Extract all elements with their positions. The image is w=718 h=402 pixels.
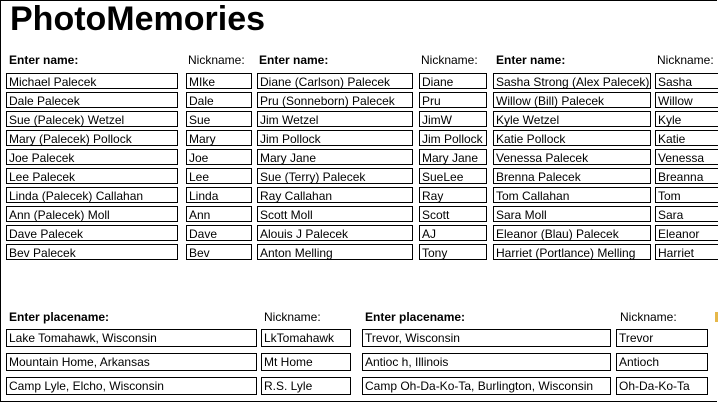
- nickname-input[interactable]: Eleanor: [655, 225, 718, 241]
- place-nickname-column-header: Nickname:: [264, 310, 321, 324]
- nickname-input[interactable]: Ray: [419, 187, 487, 203]
- place-nickname-input[interactable]: LkTomahawk: [261, 329, 351, 347]
- name-input[interactable]: Brenna Palecek: [493, 168, 651, 184]
- placename-column-header: Enter placename:: [365, 310, 466, 324]
- nickname-input[interactable]: SueLee: [419, 168, 487, 184]
- name-input[interactable]: Jim Pollock: [257, 130, 413, 146]
- placename-input[interactable]: Camp Lyle, Elcho, Wisconsin: [6, 377, 257, 395]
- name-input[interactable]: Linda (Palecek) Callahan: [6, 187, 178, 203]
- nickname-input[interactable]: Dave: [186, 225, 252, 241]
- name-input[interactable]: Venessa Palecek: [493, 149, 651, 165]
- name-input[interactable]: Katie Pollock: [493, 130, 651, 146]
- nickname-column-header: Nickname:: [188, 53, 245, 67]
- place-nickname-input[interactable]: R.S. Lyle: [261, 377, 351, 395]
- nickname-input[interactable]: Tom: [655, 187, 718, 203]
- name-input[interactable]: Willow (Bill) Palecek: [493, 92, 651, 108]
- nickname-input[interactable]: Mary Jane: [419, 149, 487, 165]
- name-input[interactable]: Ray Callahan: [257, 187, 413, 203]
- place-nickname-column-header: Nickname:: [620, 310, 677, 324]
- name-input[interactable]: Joe Palecek: [6, 149, 178, 165]
- placename-input[interactable]: Lake Tomahawk, Wisconsin: [6, 329, 257, 347]
- name-input[interactable]: Pru (Sonneborn) Palecek: [257, 92, 413, 108]
- place-nickname-input[interactable]: Trevor: [616, 329, 708, 347]
- name-input[interactable]: Anton Melling: [257, 244, 413, 260]
- name-input[interactable]: Sue (Palecek) Wetzel: [6, 111, 178, 127]
- nickname-input[interactable]: Willow: [655, 92, 718, 108]
- placename-input[interactable]: Camp Oh-Da-Ko-Ta, Burlington, Wisconsin: [362, 377, 611, 395]
- name-input[interactable]: Mary Jane: [257, 149, 413, 165]
- name-column-header: Enter name:: [9, 53, 79, 67]
- placename-input[interactable]: Mountain Home, Arkansas: [6, 353, 257, 371]
- placename-column-header: Enter placename:: [9, 310, 110, 324]
- nickname-input[interactable]: Scott: [419, 206, 487, 222]
- nickname-input[interactable]: Breanna: [655, 168, 718, 184]
- nickname-column-header: Nickname:: [421, 53, 478, 67]
- nickname-input[interactable]: Sara: [655, 206, 718, 222]
- name-input[interactable]: Eleanor (Blau) Palecek: [493, 225, 651, 241]
- place-nickname-input[interactable]: Mt Home: [261, 353, 351, 371]
- name-input[interactable]: Jim Wetzel: [257, 111, 413, 127]
- name-input[interactable]: Sue (Terry) Palecek: [257, 168, 413, 184]
- name-input[interactable]: Dale Palecek: [6, 92, 178, 108]
- nickname-input[interactable]: Linda: [186, 187, 252, 203]
- name-input[interactable]: Mary (Palecek) Pollock: [6, 130, 178, 146]
- nickname-input[interactable]: Joe: [186, 149, 252, 165]
- name-input[interactable]: Michael Palecek: [6, 73, 178, 89]
- nickname-input[interactable]: Harriet: [655, 244, 718, 260]
- nickname-input[interactable]: Kyle: [655, 111, 718, 127]
- placename-input[interactable]: Antioc h, Illinois: [362, 353, 611, 371]
- nickname-input[interactable]: Lee: [186, 168, 252, 184]
- name-input[interactable]: Harriet (Portlance) Melling: [493, 244, 651, 260]
- placename-input[interactable]: Trevor, Wisconsin: [362, 329, 611, 347]
- name-input[interactable]: Sasha Strong (Alex Palecek): [493, 73, 651, 89]
- name-input[interactable]: Bev Palecek: [6, 244, 178, 260]
- name-input[interactable]: Alouis J Palecek: [257, 225, 413, 241]
- place-nickname-input[interactable]: Antioch: [616, 353, 708, 371]
- nickname-column-header: Nickname:: [657, 53, 714, 67]
- place-nickname-input[interactable]: Oh-Da-Ko-Ta: [616, 377, 708, 395]
- name-input[interactable]: Diane (Carlson) Palecek: [257, 73, 413, 89]
- nickname-input[interactable]: Tony: [419, 244, 487, 260]
- name-column-header: Enter name:: [259, 53, 329, 67]
- name-input[interactable]: Sara Moll: [493, 206, 651, 222]
- nickname-input[interactable]: Sue: [186, 111, 252, 127]
- nickname-input[interactable]: JimW: [419, 111, 487, 127]
- nickname-input[interactable]: MIke: [186, 73, 252, 89]
- nickname-input[interactable]: Ann: [186, 206, 252, 222]
- name-input[interactable]: Kyle Wetzel: [493, 111, 651, 127]
- nickname-input[interactable]: Mary: [186, 130, 252, 146]
- nickname-input[interactable]: Sasha: [655, 73, 718, 89]
- nickname-input[interactable]: Venessa: [655, 149, 718, 165]
- nickname-input[interactable]: Bev: [186, 244, 252, 260]
- nickname-input[interactable]: Dale: [186, 92, 252, 108]
- name-column-header: Enter name:: [496, 53, 566, 67]
- name-input[interactable]: Lee Palecek: [6, 168, 178, 184]
- name-input[interactable]: Scott Moll: [257, 206, 413, 222]
- nickname-input[interactable]: Diane: [419, 73, 487, 89]
- name-input[interactable]: Dave Palecek: [6, 225, 178, 241]
- name-input[interactable]: Ann (Palecek) Moll: [6, 206, 178, 222]
- nickname-input[interactable]: Pru: [419, 92, 487, 108]
- nickname-input[interactable]: Jim Pollock: [419, 130, 487, 146]
- nickname-input[interactable]: Katie: [655, 130, 718, 146]
- name-input[interactable]: Tom Callahan: [493, 187, 651, 203]
- nickname-input[interactable]: AJ: [419, 225, 487, 241]
- app-title: PhotoMemories: [10, 0, 266, 38]
